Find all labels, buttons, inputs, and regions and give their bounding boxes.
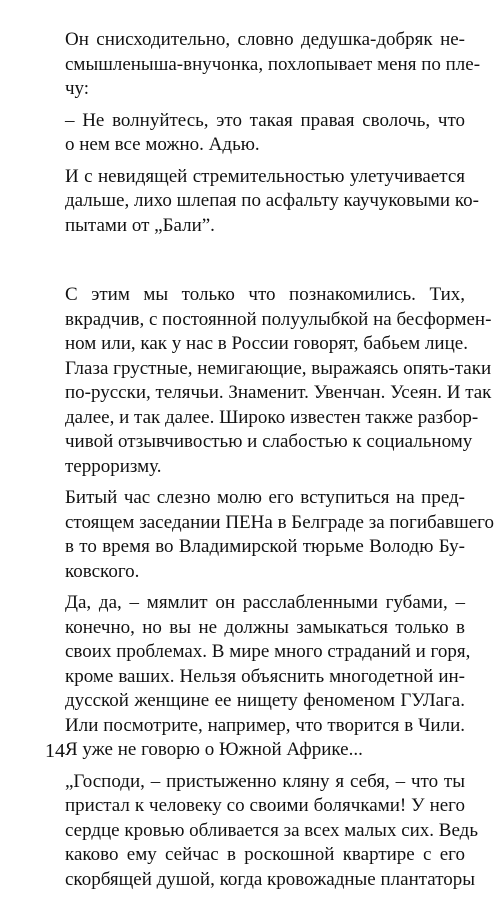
text-line: по-русски, телячьи. Знаменит. Увенчан. Усеян. И так <box>65 382 492 403</box>
paragraph <box>45 165 479 239</box>
text-line: И с невидящей стремительностью улетучивается <box>65 165 465 187</box>
paragraph <box>45 486 494 584</box>
paragraph <box>45 591 471 763</box>
paragraph <box>45 28 481 102</box>
text-line: сердце кровью обливается за всех малых сих. Ведь <box>65 819 478 841</box>
text-line: стоящем заседании ПЕНа в Белграде за погибавшего <box>65 511 494 533</box>
paragraph <box>45 770 478 893</box>
paragraph <box>45 109 465 158</box>
text-line: чу: <box>65 78 90 99</box>
text-line: ном или, как у нас в России говорят, бабьем лице. <box>65 333 468 354</box>
text-line: Он снисходительно, словно дедушка-добряк не- <box>65 29 465 50</box>
text-line: С этим мы только что познакомились. Тих, <box>65 284 465 305</box>
text-line: Да, да, – мямлит он расслабленными губами, – <box>65 592 465 613</box>
text-line: Я уже не говорю о Южной Африке... <box>65 739 363 760</box>
text-line: терроризму. <box>65 455 162 477</box>
text-line: смышленыша-внучонка, похлопывает меня по пле- <box>65 53 481 75</box>
text-line: своих проблемах. В мире много страданий и горя, <box>65 641 471 662</box>
text-line: скорбящей душой, когда кровожадные плантаторы <box>65 868 476 890</box>
text-line: Или посмотрите, например, что творится в Чили. <box>65 714 465 736</box>
text-line: Глаза грустные, немигающие, выражаясь опять-таки <box>65 357 492 379</box>
text-line: далее, и так далее. Широко известен также разбор- <box>65 406 479 428</box>
text-line: вкрадчив, с постоянной полуулыбкой на бесформен- <box>65 308 492 330</box>
text-line: пытами от „Бали”. <box>65 214 215 236</box>
text-line: в то время во Владимирской тюрьме Володю Бу- <box>65 536 465 557</box>
text-line: дальше, лихо шлепая по асфальту каучуковыми ко- <box>65 190 479 211</box>
text-line: Битый час слезно молю его вступиться на пред- <box>65 487 465 508</box>
text-line: ковского. <box>65 560 140 582</box>
text-line: о нем все можно. Адью. <box>65 134 260 155</box>
page-number: 14 <box>45 740 65 762</box>
text-line: чивой отзывчивостью и слабостью к социальному <box>65 431 473 452</box>
paragraph <box>45 283 492 479</box>
text-line: „Господи, – пристыженно кляну я себя, – что ты <box>65 770 465 792</box>
text-line: дусской женщине ее нищету феноменом ГУЛага. <box>65 690 465 711</box>
text-line: каково ему сейчас в роскошной квартире с его <box>65 844 465 865</box>
text-line: – Не волнуйтесь, это такая правая сволочь, что <box>65 109 465 131</box>
section-break <box>45 245 465 283</box>
text-line: пристал к человеку со своими болячками! У него <box>65 795 465 816</box>
text-line: конечно, но вы не должны замыкаться только в <box>65 616 465 638</box>
text-line: кроме ваших. Нельзя объяснить многодетной ин- <box>65 665 465 687</box>
page-text <box>45 28 494 899</box>
